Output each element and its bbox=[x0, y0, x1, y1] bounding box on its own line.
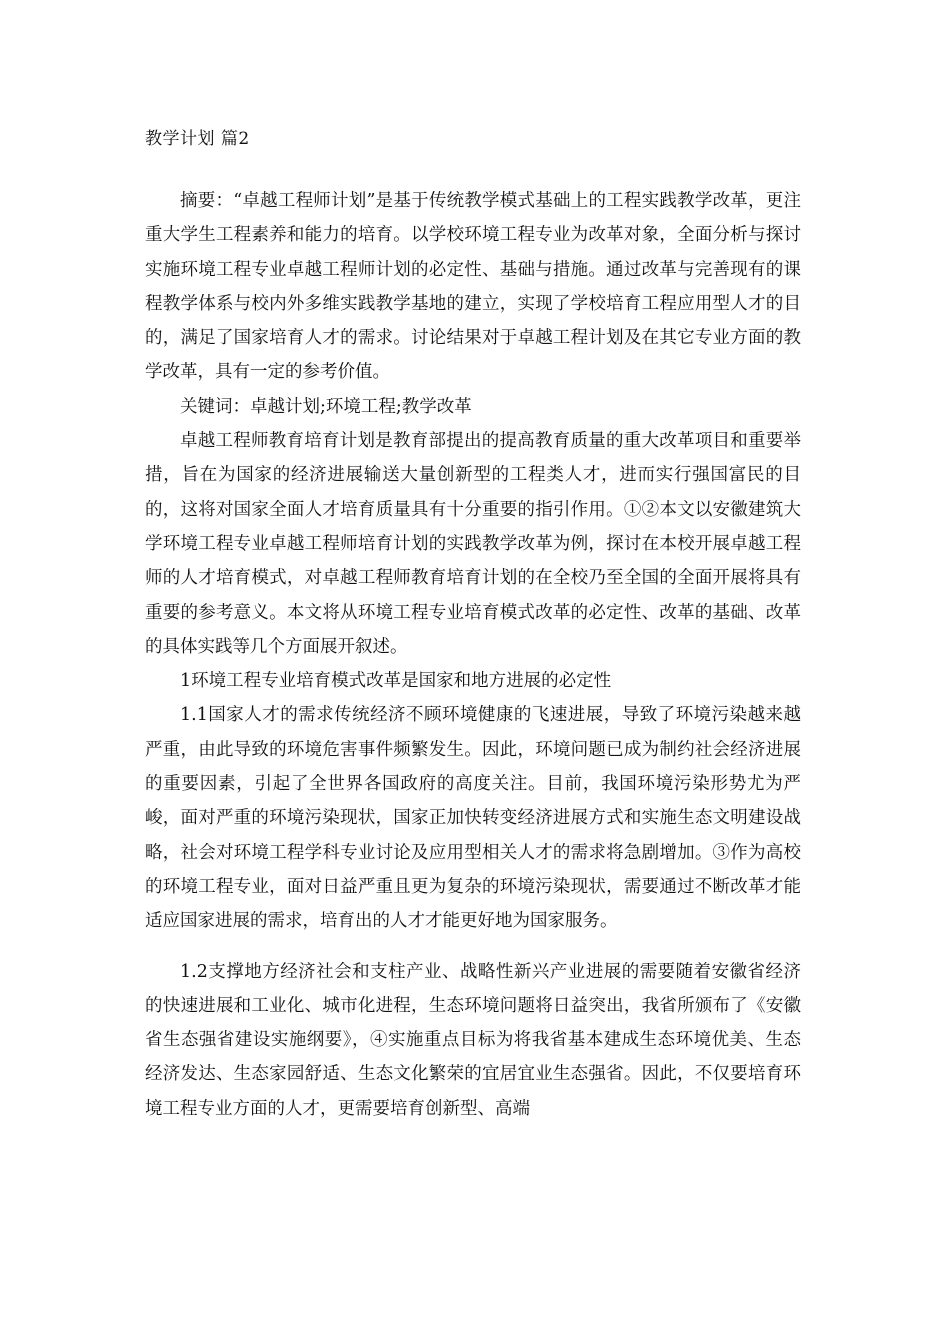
section-1-title: 1环境工程专业培育模式改革是国家和地方进展的必定性 bbox=[180, 671, 612, 692]
abstract-paragraph: 摘要：“卓越工程师计划”是基于传统教学模式基础上的工程实践教学改革，更注重大学生工程素养和能力的培育。以学校环境工程专业为改革对象，全面分析与探讨实施环境工程专业卓越工程师计划的必定性、基础与措施。通过改革与完善现有的课程教学体系与校内外多维实践教学基地的建立，实现了学校培育工程应用型人才的目的，满足了国家培育人才的需求。讨论结果对于卓越工程计划及在其它专业方面的教学改革，具有一定的参考价值。 bbox=[145, 191, 801, 383]
section-1-2-paragraph: 1.2支撑地方经济社会和支柱产业、战略性新兴产业进展的需要随着安徽省经济的快速进展和工业化、城市化进程，生态环境问题将日益突出，我省所颁布了《安徽省生态强省建设实施纲要》，④实施重点目标为将我省基本建成生态环境优美、生态经济发达、生态家园舒适、生态文化繁荣的宜居宜业生态强省。因此，不仅要培育环境工程专业方面的人才，更需要培育创新型、高端 bbox=[145, 961, 801, 1119]
keywords-paragraph: 关键词：卓越计划;环境工程;教学改革 bbox=[180, 396, 472, 417]
section-heading: 教学计划 篇2 bbox=[145, 129, 250, 149]
intro-paragraph: 卓越工程师教育培育计划是教育部提出的提高教育质量的重大改革项目和重要举措，旨在为国家的经济进展输送大量创新型的工程类人才，进而实行强国富民的目的，这将对国家全面人才培育质量具有十分重要的指引作用。①②本文以安徽建筑大学环境工程专业卓越工程师培育计划的实践教学改革为例，探讨在本校开展卓越工程师的人才培育模式，对卓越工程师教育培育计划的在全校乃至全国的全面开展将具有重要的参考意义。本文将从环境工程专业培育模式改革的必定性、改革的基础、改革的具体实践等几个方面展开叙述。 bbox=[145, 431, 801, 657]
section-1-1-paragraph: 1.1国家人才的需求传统经济不顾环境健康的飞速进展，导致了环境污染越来越严重，由此导致的环境危害事件频繁发生。因此，环境问题已成为制约社会经济进展的重要因素，引起了全世界各国政府的高度关注。目前，我国环境污染形势尤为严峻，面对严重的环境污染现状，国家正加快转变经济进展方式和实施生态文明建设战略，社会对环境工程学科专业讨论及应用型相关人才的需求将急剧增加。③作为高校的环境工程专业，面对日益严重且更为复杂的环境污染现状，需要通过不断改革才能适应国家进展的需求，培育出的人才才能更好地为国家服务。 bbox=[145, 705, 801, 932]
document-body bbox=[145, 184, 801, 1126]
